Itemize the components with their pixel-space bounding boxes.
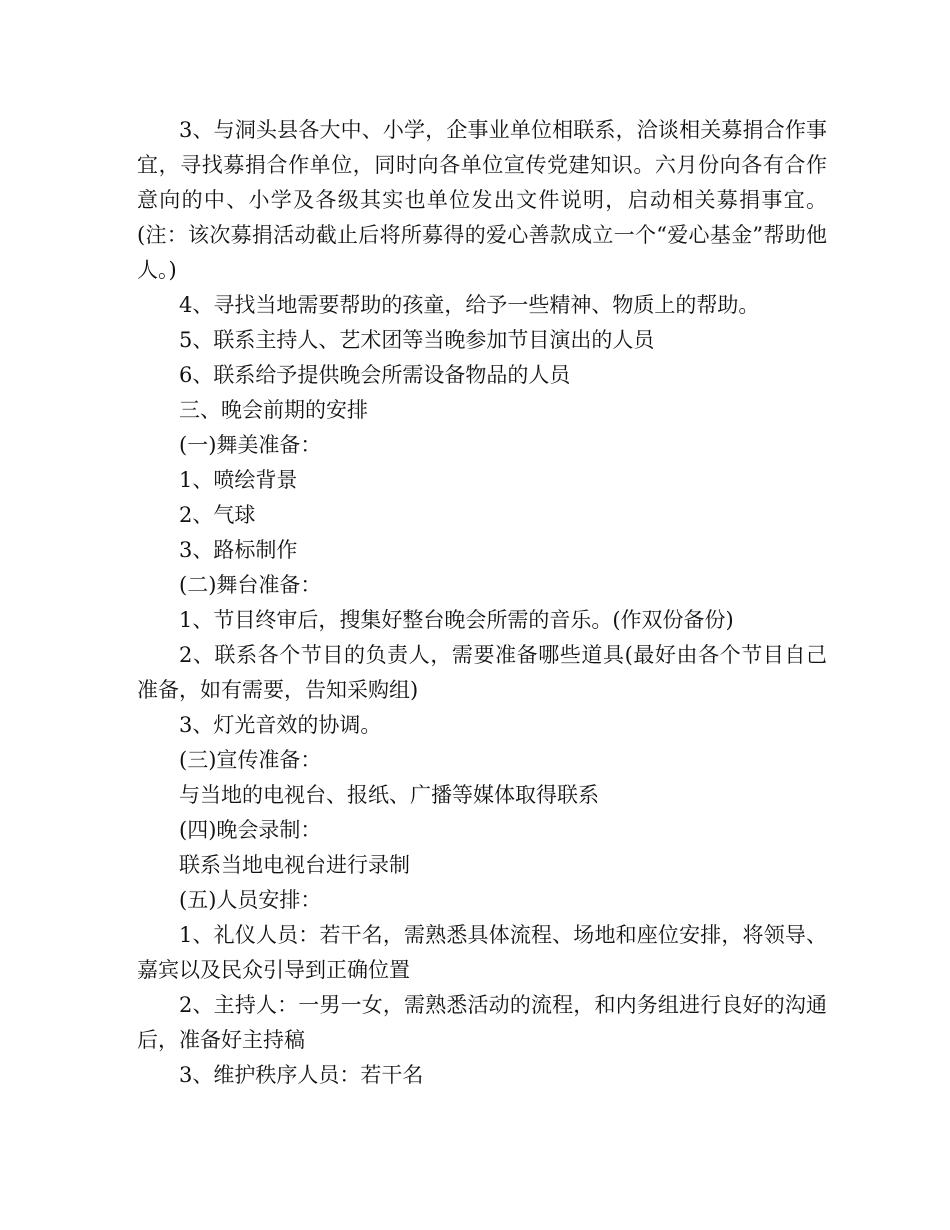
subheading-staffing: (五)人员安排： [179,888,322,912]
list-item-lighting: 3、灯光音效的协调。 [179,713,382,737]
document-body [137,113,827,1093]
subheading-stage-prep: (二)舞台准备： [179,573,322,597]
paragraph-tv-recording: 联系当地电视台进行录制 [179,853,410,877]
paragraph-help-children: 4、寻找当地需要帮助的孩童，给予一些精神、物质上的帮助。 [179,293,760,317]
paragraph-fundraising-contact: 3、与洞头县各大中、小学，企事业单位相联系，洽谈相关募捐合作事宜，寻找募捐合作单位，同时向各单位宣传党建知识。六月份向各有合作意向的中、小学及各级其实也单位发出文件说明，启动相关募捐事宜。(注：该次募捐活动截止后将所募得的爱心善款成立一个“爱心基金”帮助他人。) [137,118,827,282]
paragraph-contact-hosts: 5、联系主持人、艺术团等当晚参加节目演出的人员 [179,328,655,352]
subheading-stage-art: (一)舞美准备： [179,433,322,457]
list-item-balloons: 2、气球 [179,503,256,527]
list-item-order-staff: 3、维护秩序人员：若干名 [179,1063,424,1087]
list-item-hosts: 2、主持人：一男一女，需熟悉活动的流程，和内务组进行良好的沟通后，准备好主持稿 [137,993,827,1052]
subheading-publicity: (三)宣传准备： [179,748,322,772]
paragraph-contact-equipment: 6、联系给予提供晚会所需设备物品的人员 [179,363,571,387]
paragraph-media-contact: 与当地的电视台、报纸、广播等媒体取得联系 [179,783,599,807]
section-heading-preparations: 三、晚会前期的安排 [179,398,368,422]
list-item-etiquette-staff: 1、礼仪人员：若干名，需熟悉具体流程、场地和座位安排，将领导、嘉宾以及民众引导到正确位置 [137,923,827,982]
subheading-recording: (四)晚会录制： [179,818,322,842]
list-item-signposts: 3、路标制作 [179,538,298,562]
list-item-props: 2、联系各个节目的负责人，需要准备哪些道具(最好由各个节目自己准备，如有需要，告知采购组) [137,643,827,702]
list-item-music: 1、节目终审后，搜集好整台晚会所需的音乐。(作双份备份) [179,608,734,632]
list-item-backdrop: 1、喷绘背景 [179,468,298,492]
